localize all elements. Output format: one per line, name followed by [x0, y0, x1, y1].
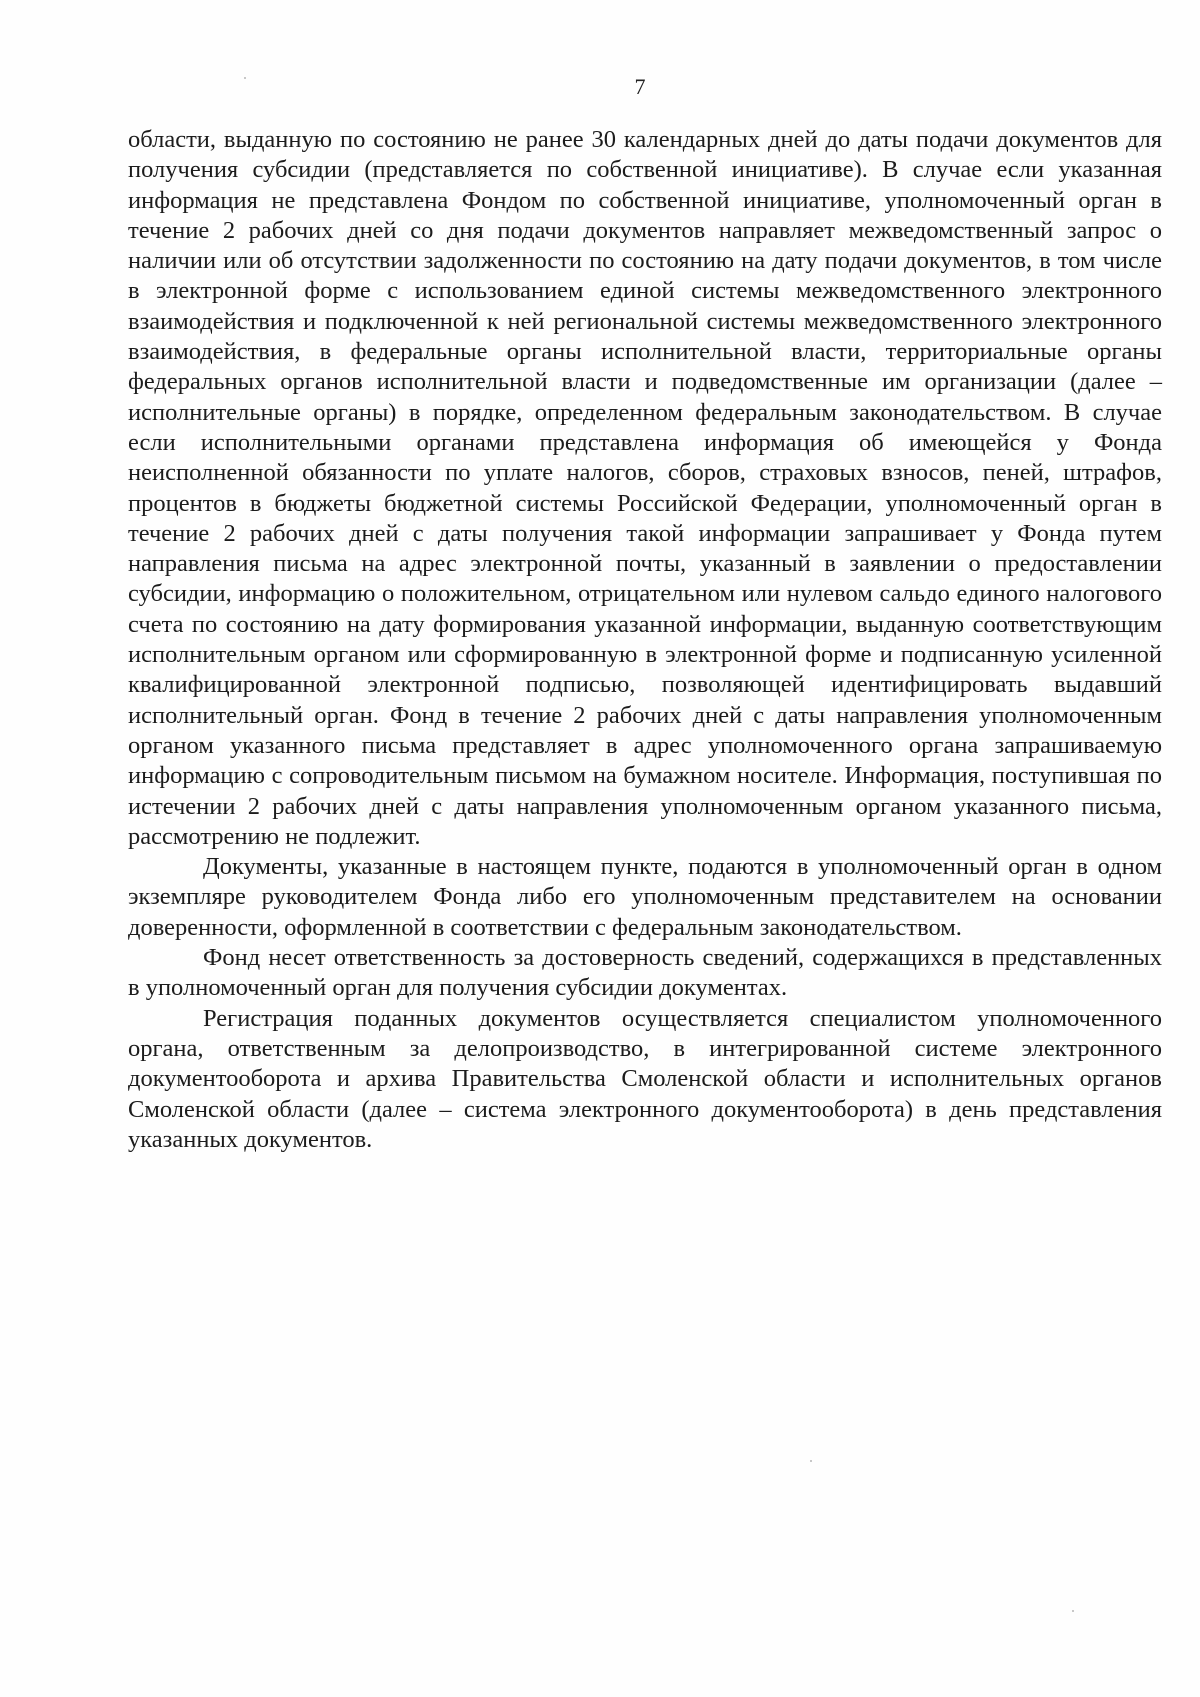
paragraph-3: Фонд несет ответственность за достоверность сведений, содержащихся в представленных в уполномоченный орган для получения субсидии документах.	[128, 944, 1162, 1002]
paragraph-1: области, выданную по состоянию не ранее 30 календарных дней до даты подачи документов для получения субсидии (представляется по собственной инициативе). В случае если указанная информация не представлена Фондом по собственной инициативе, уполномоченный орган в течение 2 рабочих дней со дня подачи документов направляет межведомственный запрос о наличии или об отсутствии задолженности по состоянию на дату подачи документов, в том числе в электронной форме с использованием единой системы межведомственного электронного взаимодействия и подключенной к ней региональной системы межведомственного электронного взаимодействия, в федеральные органы исполнительной власти, территориальные органы федеральных органов исполнительной власти и подведомственные им организации (далее – исполнительные органы) в порядке, определенном федеральным законодательством. В случае если исполнительными органами представлена информация об имеющейся у Фонда неисполненной обязанности по уплате налогов, сборов, страховых взносов, пеней, штрафов, процентов в бюджеты бюджетной системы Российской Федерации, уполномоченный орган в течение 2 рабочих дней с даты получения такой информации запрашивает у Фонда путем направления письма на адрес электронной почты, указанный в заявлении о предоставлении субсидии, информацию о положительном, отрицательном или нулевом сальдо единого налогового счета по состоянию на дату формирования указанной информации, выданную соответствующим исполнительным органом или сформированную в электронной форме и подписанную усиленной квалифицированной электронной подписью, позволяющей идентифицировать выдавший исполнительный орган. Фонд в течение 2 рабочих дней с даты направления уполномоченным органом указанного письма представляет в адрес уполномоченного органа запрашиваемую информацию с сопроводительным письмом на бумажном носителе. Информация, поступившая по истечении 2 рабочих дней с даты направления уполномоченным органом указанного письма, рассмотрению не подлежит.	[128, 126, 1162, 850]
paragraph-2: Документы, указанные в настоящем пункте, подаются в уполномоченный орган в одном экземпляре руководителем Фонда либо его уполномоченным представителем на основании доверенности, оформленной в соответствии с федеральным законодательством.	[128, 853, 1162, 941]
paragraph-4: Регистрация поданных документов осуществляется специалистом уполномоченного органа, ответственным за делопроизводство, в интегрированной системе электронного документооборота и архива Правительства Смоленской области и исполнительных органов Смоленской области (далее – система электронного документооборота) в день представления указанных документов.	[128, 1004, 1162, 1153]
scan-speck	[244, 77, 246, 79]
scan-speck	[1072, 1610, 1074, 1612]
page-number: 7	[634, 74, 646, 99]
document-body	[128, 125, 1162, 1155]
scan-speck	[810, 1460, 812, 1462]
